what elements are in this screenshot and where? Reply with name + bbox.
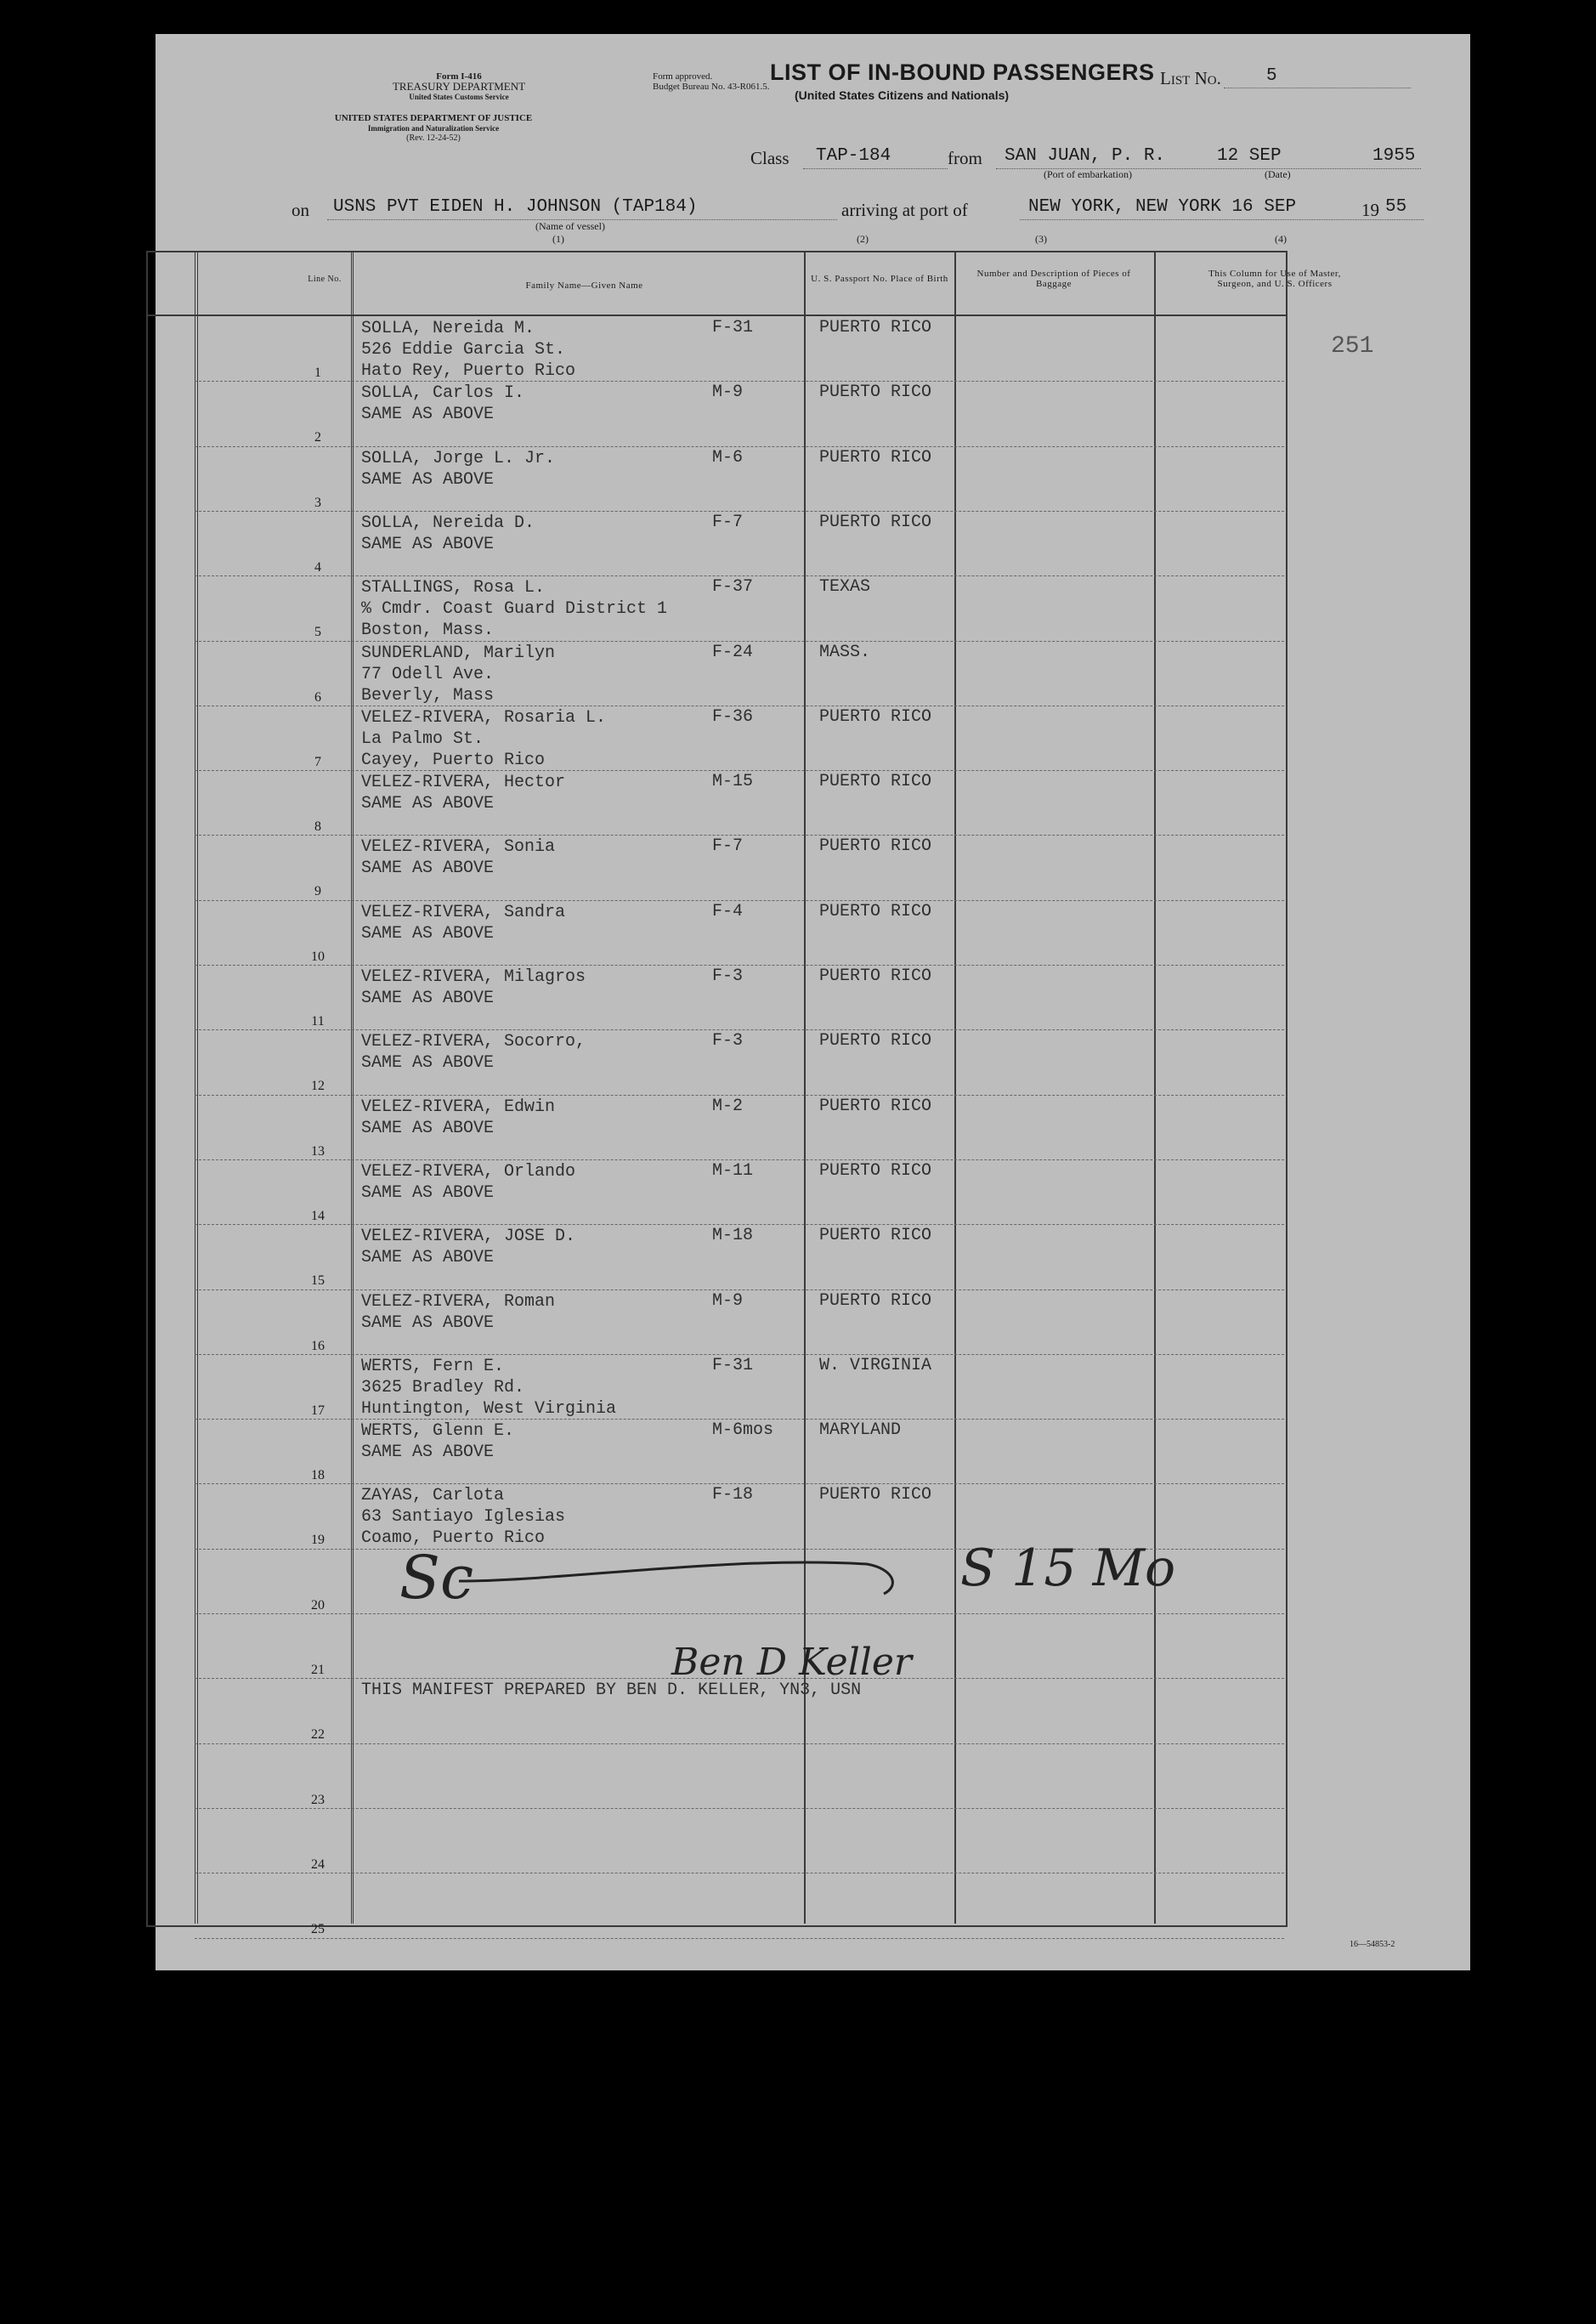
- sex-age: M-2: [712, 1096, 744, 1116]
- row-divider: [195, 1743, 1284, 1744]
- form-number: Form I-416: [436, 71, 482, 82]
- table-row: [146, 383, 1284, 447]
- sex-age: F-31: [712, 318, 754, 337]
- line-number: 17: [311, 1403, 325, 1418]
- passenger-name: VELEZ-RIVERA, Edwin SAME AS ABOVE: [361, 1097, 556, 1138]
- row-divider: [195, 1224, 1284, 1225]
- passenger-name: SOLLA, Nereida D. SAME AS ABOVE: [361, 513, 535, 554]
- justice-label: UNITED STATES DEPARTMENT OF JUSTICE: [334, 113, 533, 123]
- binder-hole: [53, 548, 87, 582]
- place-of-birth: PUERTO RICO: [819, 1226, 932, 1246]
- handwritten-initials: S 15 Mo: [960, 1539, 1176, 1598]
- from-port: SAN JUAN, P. R.: [1005, 146, 1166, 166]
- line-number: 22: [311, 1727, 325, 1743]
- place-of-birth: MASS.: [819, 642, 871, 662]
- passenger-name: ZAYAS, Carlota 63 Santiayo Iglesias Coamo, Puerto Rico: [361, 1486, 566, 1549]
- place-of-birth: PUERTO RICO: [819, 1096, 932, 1116]
- passenger-name: THIS MANIFEST PREPARED BY BEN D. KELLER, YN3, USN: [361, 1681, 862, 1701]
- table-row: [146, 1745, 1284, 1810]
- row-divider: [195, 1419, 1284, 1420]
- from-date: 12 SEP: [1217, 146, 1282, 166]
- ins-label: Immigration and Naturalization Service: [367, 124, 500, 133]
- row-divider: [195, 511, 1284, 512]
- class-value: TAP-184: [816, 146, 891, 166]
- revision-label: (Rev. 12-24-52): [406, 133, 461, 143]
- place-of-birth: MARYLAND: [819, 1420, 902, 1441]
- table-row: [146, 577, 1284, 642]
- table-row: [146, 836, 1284, 901]
- line-number: 1: [314, 366, 321, 380]
- line-number: 24: [311, 1856, 325, 1872]
- binder-hole: [53, 663, 87, 697]
- line-number: 15: [311, 1273, 325, 1289]
- place-of-birth: PUERTO RICO: [819, 901, 932, 921]
- line-number: 10: [311, 949, 325, 964]
- sex-age: M-11: [712, 1160, 754, 1181]
- row-divider: [195, 641, 1284, 642]
- row-divider: [195, 1095, 1284, 1096]
- passenger-name: VELEZ-RIVERA, Orlando SAME AS ABOVE: [361, 1161, 576, 1203]
- col-number: (2): [857, 233, 869, 245]
- sex-age: F-37: [712, 577, 754, 598]
- line-number: 21: [311, 1663, 325, 1677]
- passenger-name: VELEZ-RIVERA, Hector SAME AS ABOVE: [361, 773, 566, 814]
- sex-age: F-36: [712, 706, 754, 727]
- table-row: [146, 1161, 1284, 1226]
- sex-age: F-4: [712, 901, 744, 921]
- passenger-name: STALLINGS, Rosa L. % Cmdr. Coast Guard District 1 Boston, Mass.: [361, 578, 668, 641]
- from-label: from: [948, 148, 982, 168]
- passenger-name: VELEZ-RIVERA, Sonia SAME AS ABOVE: [361, 837, 556, 879]
- col-number: (3): [1035, 233, 1047, 245]
- col-number: (1): [552, 233, 564, 245]
- table-row: [146, 1226, 1284, 1290]
- arrival-port: NEW YORK, NEW YORK 16 SEP: [1028, 197, 1297, 217]
- justice-block: [280, 113, 586, 144]
- sex-age: M-6mos: [712, 1420, 774, 1441]
- sex-age: F-24: [712, 642, 754, 662]
- place-of-birth: PUERTO RICO: [819, 966, 932, 986]
- line-number: 2: [314, 430, 321, 445]
- line-number: 11: [311, 1014, 325, 1029]
- table-row: [146, 1680, 1284, 1744]
- list-no-label: List No.: [1160, 68, 1221, 88]
- binder-hole: [53, 264, 87, 298]
- place-of-birth: PUERTO RICO: [819, 1031, 932, 1051]
- list-no-value: 5: [1266, 66, 1277, 86]
- document-subtitle: (United States Citizens and Nationals): [795, 88, 1010, 102]
- place-of-birth: PUERTO RICO: [819, 1290, 932, 1311]
- row-divider: [195, 1159, 1284, 1160]
- arrival-year-prefix: 19: [1361, 200, 1379, 220]
- table-row: [146, 707, 1284, 772]
- sex-age: M-9: [712, 383, 744, 403]
- place-of-birth: PUERTO RICO: [819, 318, 932, 337]
- place-of-birth: PUERTO RICO: [819, 772, 932, 792]
- place-of-birth: TEXAS: [819, 577, 871, 598]
- table-row: [146, 448, 1284, 513]
- table-row: [146, 1420, 1284, 1485]
- page-stamp: 251: [1331, 333, 1374, 360]
- col-header-line: Line No.: [308, 275, 342, 284]
- line-number: 6: [314, 689, 321, 705]
- passenger-name: SOLLA, Carlos I. SAME AS ABOVE: [361, 383, 525, 425]
- budget-bureau: Budget Bureau No. 43-R061.5.: [653, 82, 770, 92]
- row-divider: [195, 575, 1284, 576]
- table-row: [146, 902, 1284, 966]
- binder-hole: [53, 990, 87, 1024]
- passenger-name: VELEZ-RIVERA, Rosaria L. La Palmo St. Cayey, Puerto Rico: [361, 707, 607, 770]
- line-number: 14: [311, 1208, 325, 1223]
- line-number: 23: [311, 1792, 325, 1807]
- sex-age: F-18: [712, 1485, 754, 1505]
- line-number: 13: [311, 1143, 325, 1159]
- line-number: 5: [314, 625, 321, 640]
- row-divider: [195, 1483, 1284, 1484]
- row-divider: [195, 1808, 1284, 1809]
- passenger-name: VELEZ-RIVERA, Sandra SAME AS ABOVE: [361, 902, 566, 944]
- table-row: [146, 1291, 1284, 1356]
- row-divider: [195, 381, 1284, 382]
- document-title: LIST OF IN-BOUND PASSENGERS: [770, 60, 1155, 85]
- table-row: [146, 318, 1284, 383]
- binder-hole: [53, 425, 87, 459]
- sex-age: F-3: [712, 966, 744, 986]
- table-row: [146, 513, 1284, 577]
- row-divider: [195, 1613, 1284, 1614]
- row-divider: [195, 1354, 1284, 1355]
- place-of-birth: PUERTO RICO: [819, 512, 932, 532]
- row-divider: [195, 1938, 1284, 1939]
- arrival-year-suffix: 55: [1385, 197, 1407, 217]
- class-label: Class: [750, 148, 790, 168]
- from-year: 1955: [1372, 146, 1416, 166]
- line-number: 9: [314, 884, 321, 899]
- place-of-birth: PUERTO RICO: [819, 1485, 932, 1505]
- col-header-passport: U. S. Passport No. Place of Birth: [811, 274, 948, 284]
- binder-hole: [53, 1870, 87, 1904]
- line-number: 8: [314, 819, 321, 835]
- passenger-name: VELEZ-RIVERA, JOSE D. SAME AS ABOVE: [361, 1227, 576, 1268]
- handwritten-signature: Ben D Keller: [671, 1641, 912, 1684]
- treasury-label: TREASURY DEPARTMENT: [392, 80, 526, 93]
- row-divider: [195, 835, 1284, 836]
- place-of-birth: PUERTO RICO: [819, 836, 932, 857]
- sex-age: F-7: [712, 512, 744, 532]
- table-row: [146, 772, 1284, 836]
- line-number: 16: [311, 1338, 325, 1353]
- sex-age: M-15: [712, 772, 754, 792]
- passenger-name: VELEZ-RIVERA, Milagros SAME AS ABOVE: [361, 967, 586, 1008]
- line-number: 7: [314, 754, 321, 769]
- binder-hole: [53, 94, 87, 128]
- table-row: [146, 1031, 1284, 1096]
- line-number: 4: [314, 559, 321, 575]
- sex-age: M-9: [712, 1290, 744, 1311]
- line-number: 19: [311, 1533, 325, 1548]
- sex-age: F-3: [712, 1031, 744, 1051]
- line-number: 25: [311, 1922, 325, 1937]
- row-divider: [195, 1029, 1284, 1030]
- sex-age: F-7: [712, 836, 744, 857]
- row-divider: [195, 965, 1284, 966]
- arriving-label: arriving at port of: [841, 200, 968, 220]
- row-divider: [195, 900, 1284, 901]
- on-label: on: [291, 200, 309, 220]
- footer-code: 16—54853-2: [1350, 1940, 1395, 1949]
- passenger-name: WERTS, Fern E. 3625 Bradley Rd. Huntington, West Virginia: [361, 1356, 617, 1419]
- table-row: [146, 1810, 1284, 1874]
- passenger-name: SOLLA, Nereida M. 526 Eddie Garcia St. Hato Rey, Puerto Rico: [361, 319, 576, 381]
- table-row: [146, 1356, 1284, 1420]
- passenger-name: VELEZ-RIVERA, Socorro, SAME AS ABOVE: [361, 1032, 586, 1074]
- binder-hole: [53, 204, 87, 238]
- line-number: 12: [311, 1079, 325, 1094]
- row-divider: [195, 770, 1284, 771]
- passenger-name: SOLLA, Jorge L. Jr. SAME AS ABOVE: [361, 448, 556, 490]
- vessel-caption: (Name of vessel): [535, 220, 605, 232]
- passenger-name: WERTS, Glenn E. SAME AS ABOVE: [361, 1421, 515, 1463]
- port-caption: (Port of embarkation): [1044, 168, 1132, 180]
- place-of-birth: PUERTO RICO: [819, 447, 932, 468]
- row-divider: [195, 446, 1284, 447]
- signature-stroke: [391, 1547, 901, 1598]
- col-header-baggage: Number and Description of Pieces of Baggage: [976, 269, 1131, 289]
- col-header-name: Family Name—Given Name: [525, 281, 643, 291]
- customs-label: United States Customs Service: [409, 93, 509, 101]
- date-caption: (Date): [1265, 168, 1291, 180]
- passenger-name: SUNDERLAND, Marilyn 77 Odell Ave. Beverly, Mass: [361, 643, 556, 706]
- handwritten-mark: Sc: [399, 1543, 474, 1613]
- table-row: [146, 1097, 1284, 1161]
- vessel-name: USNS PVT EIDEN H. JOHNSON (TAP184): [333, 197, 698, 217]
- sex-age: M-6: [712, 447, 744, 468]
- binder-hole: [53, 1615, 87, 1649]
- sex-age: M-18: [712, 1226, 754, 1246]
- place-of-birth: PUERTO RICO: [819, 706, 932, 727]
- form-header-left: [348, 71, 569, 102]
- table-row: [146, 643, 1284, 707]
- table-row: [146, 966, 1284, 1031]
- place-of-birth: PUERTO RICO: [819, 383, 932, 403]
- binder-hole: [53, 1424, 87, 1458]
- table-row: [146, 1874, 1284, 1939]
- form-approved: Form approved.: [653, 71, 713, 82]
- place-of-birth: PUERTO RICO: [819, 1160, 932, 1181]
- binder-hole: [53, 918, 87, 952]
- place-of-birth: W. VIRGINIA: [819, 1355, 932, 1375]
- sex-age: F-31: [712, 1355, 754, 1375]
- line-number: 18: [311, 1468, 325, 1483]
- col-number: (4): [1275, 233, 1287, 245]
- line-number: 20: [311, 1597, 325, 1613]
- line-number: 3: [314, 495, 321, 510]
- passenger-name: VELEZ-RIVERA, Roman SAME AS ABOVE: [361, 1291, 556, 1333]
- col-header-officers: This Column for Use of Master, Surgeon, and U. S. Officers: [1208, 269, 1341, 289]
